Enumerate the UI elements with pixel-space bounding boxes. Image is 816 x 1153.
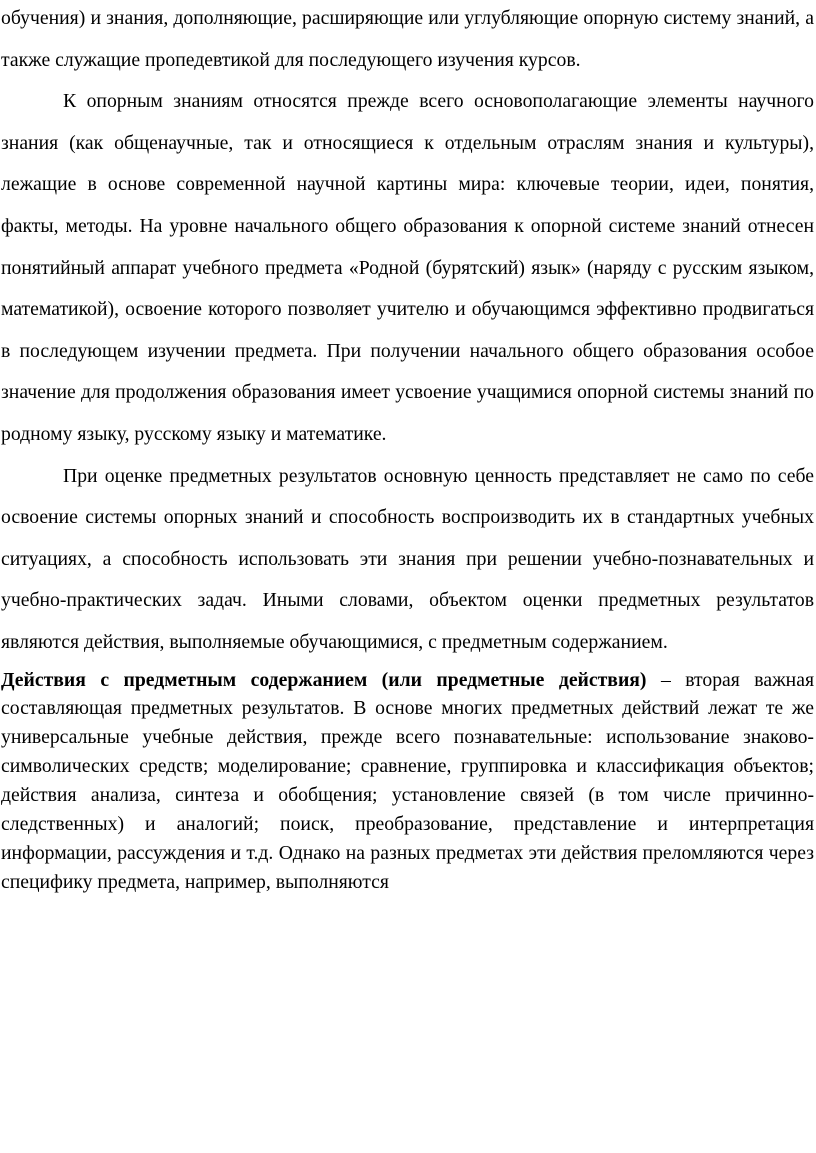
subject-actions-description: – вторая важная составляющая предметных результатов. В основе многих предметных действий лежат те же универсальные учебные действия, прежде всего познавательные: использование знаково-символических средств; моделирование; сравнение, группировка и классификация объектов; действия анализа, синтеза и обобщения; установление связей (в том числе причинно-следственных) и аналогий; поиск, преобразование, представление и интерпретация информации, рассуждения и т.д. Однако на разных предметах эти действия преломляются через специфику предмета, например, выполняются [1,668,814,893]
subject-actions-term: Действия с предметным содержанием (или предметные действия) [1,668,647,691]
paragraph-core-knowledge: К опорным знаниям относятся прежде всего основополагающие элементы научного знания (как общенаучные, так и относящиеся к отдельным отраслям знания и культуры), лежащие в основе современной научной картины мира: ключевые теории, идеи, понятия, факты, методы. На уровне начального общего образования к опорной системе знаний отнесен понятийный аппарат учебного предмета «Родной (бурятский) язык» (наряду с русским языком, математикой), освоение которого позволяет учителю и обучающимся эффективно продвигаться в последующем изучении предмета. При получении начального общего образования особое значение для продолжения образования имеет усвоение учащимися опорной системы знаний по родному языку, русскому языку и математике. [1,90,814,445]
paragraph-assessment: При оценке предметных результатов основную ценность представляет не само по себе освоение системы опорных знаний и способность воспроизводить их в стандартных учебных ситуациях, а способность использовать эти знания при решении учебно-познавательных и учебно-практических задач. Иными словами, объектом оценки предметных результатов являются действия, выполняемые обучающимися, с предметным содержанием. [1,464,814,653]
main-text-block [1,0,814,664]
paragraph-subject-actions [1,666,814,897]
paragraph-continuation: обучения) и знания, дополняющие, расширяющие или углубляющие опорную систему знаний, а также служащие пропедевтикой для последующего изучения курсов. [1,7,814,71]
